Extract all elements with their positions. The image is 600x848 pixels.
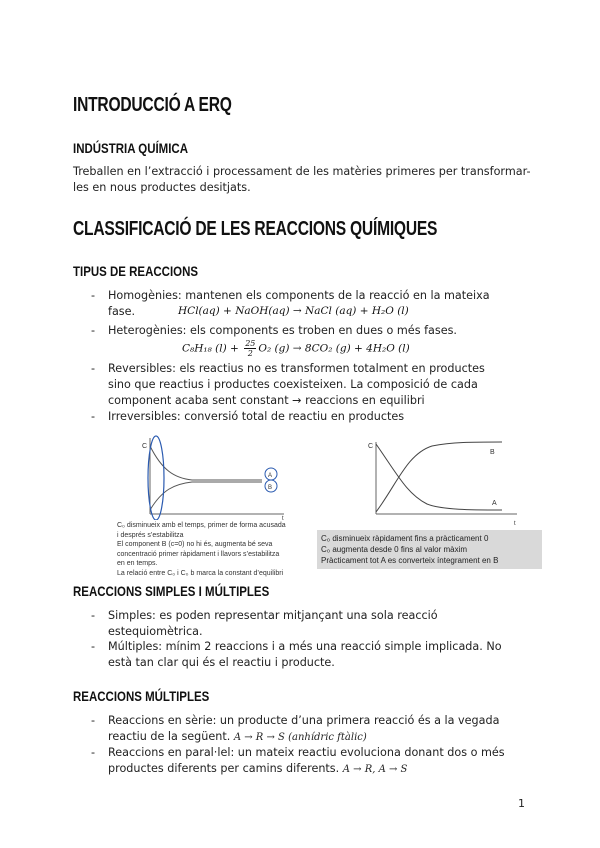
list-item-heterogenies (91, 323, 508, 339)
curve-label-a: A (268, 473, 273, 479)
caption-line: C₀ disminueix amb el temps, primer de forma acusada i després s’estabilitza (117, 522, 286, 539)
parallel-equation: A → R, A → S (342, 764, 408, 775)
reversible-graph-svg (112, 432, 292, 520)
heading-introduccio: INTRODUCCIÓ A ERQ (73, 94, 232, 116)
equation-part-a: C₈H₁₈ (l) + (182, 342, 243, 355)
figure-irreversible-graph (362, 434, 532, 526)
y-axis-label: C (368, 443, 374, 450)
equation-fraction (244, 339, 256, 358)
list-item-text: Simples: es poden representar mitjançant una sola reacció estequiomètrica. (108, 609, 438, 638)
curve-b (376, 442, 502, 512)
parallel-text: Reaccions en paral·lel: un mateix reactiu evoluciona donant dos o més productes diferents per camins diferents. (108, 746, 505, 775)
caption-line: La relació entre C₀ i C₀ b marca la constant d’equilibri (117, 569, 284, 577)
y-axis-label: C (142, 443, 148, 450)
curve-label-a: A (492, 500, 497, 507)
list-dash: - (91, 746, 96, 759)
caption-line: Pràcticament tot A es converteix íntegrament en B (321, 556, 499, 565)
curve-a (376, 444, 502, 510)
list-item-simples (91, 608, 508, 640)
equation-octane-combustion (182, 339, 410, 358)
caption-line: C₀ disminueix ràpidament fins a pràcticament 0 (321, 534, 489, 543)
fraction-denominator: 2 (247, 349, 253, 358)
list-item-reversibles (91, 361, 508, 409)
list-item-text: Heterogènies: els components es troben en dues o més fases. (108, 324, 457, 337)
x-axis-label: t (514, 521, 516, 526)
list-item-text (108, 713, 508, 746)
list-dash: - (91, 289, 96, 302)
page-number: 1 (518, 797, 525, 810)
paragraph-intro: Treballen en l’extracció i processament de les matèries primeres per transformar-les en nous productes desitjats. (73, 165, 531, 194)
list-dash: - (91, 714, 96, 727)
caption-line: C₀ augmenta desde 0 fins al valor màxim (321, 545, 468, 554)
figure-left-caption (117, 521, 287, 578)
heading-reaccions-simples: REACCIONS SIMPLES I MÚLTIPLES (73, 583, 270, 599)
x-axis-label: t (282, 516, 284, 520)
serie-equation: A → R → S (anhídric ftàlic) (233, 732, 367, 743)
list-item-text: Reversibles: els reactius no es transformen totalment en productes sino que reactius i productes coexisteixen. La composició de cada component acaba sent constant → reaccions en equilibri (108, 362, 485, 407)
list-dash: - (91, 410, 96, 423)
list-item-text: Homogènies: mantenen els components de la reacció en la mateixa fase. (108, 289, 490, 318)
list-dash: - (91, 362, 96, 375)
list-item-irreversibles (91, 409, 508, 425)
list-item-multiples (91, 639, 508, 671)
heading-classificacio: CLASSIFICACIÓ DE LES REACCIONS QUÍMIQUES (73, 218, 438, 240)
list-item-text: Múltiples: mínim 2 reaccions i a més una reacció simple implicada. No està tan clar qui és el reactiu i producte. (108, 640, 502, 669)
irreversible-graph-svg (362, 434, 532, 526)
heading-tipus-reaccions: TIPUS DE REACCIONS (73, 263, 199, 279)
curve-label-b: B (490, 449, 495, 456)
curve-a (150, 446, 262, 480)
list-item-parallel (91, 745, 508, 778)
figure-reversible-graph (112, 432, 292, 520)
figure-right-caption (317, 530, 542, 569)
list-dash: - (91, 324, 96, 337)
heading-reaccions-multiples: REACCIONS MÚLTIPLES (73, 688, 210, 704)
equation-hcl-naoh: HCl(aq) + NaOH(aq) → NaCl (aq) + H₂O (l) (178, 305, 409, 317)
curve-label-b: B (268, 485, 273, 491)
heading-industria-quimica: INDÚSTRIA QUÍMICA (73, 140, 189, 156)
list-item-text: Irreversibles: conversió total de reactiu en productes (108, 410, 405, 423)
list-dash: - (91, 640, 96, 653)
list-item-text (108, 745, 508, 778)
serie-text: Reaccions en sèrie: un producte d’una primera reacció és a la vegada reactiu de la següent. (108, 714, 500, 743)
caption-line: El component B (c=0) no hi és, augmenta bé seva concentració primer ràpidament i llavors s’estabilitza en en temps. (117, 541, 280, 567)
equation-part-b: O₂ (g) → 8CO₂ (g) + 4H₂O (l) (258, 342, 410, 355)
curve-b (150, 482, 262, 510)
list-dash: - (91, 609, 96, 622)
fraction-numerator: 25 (245, 339, 256, 348)
list-item-serie (91, 713, 508, 746)
